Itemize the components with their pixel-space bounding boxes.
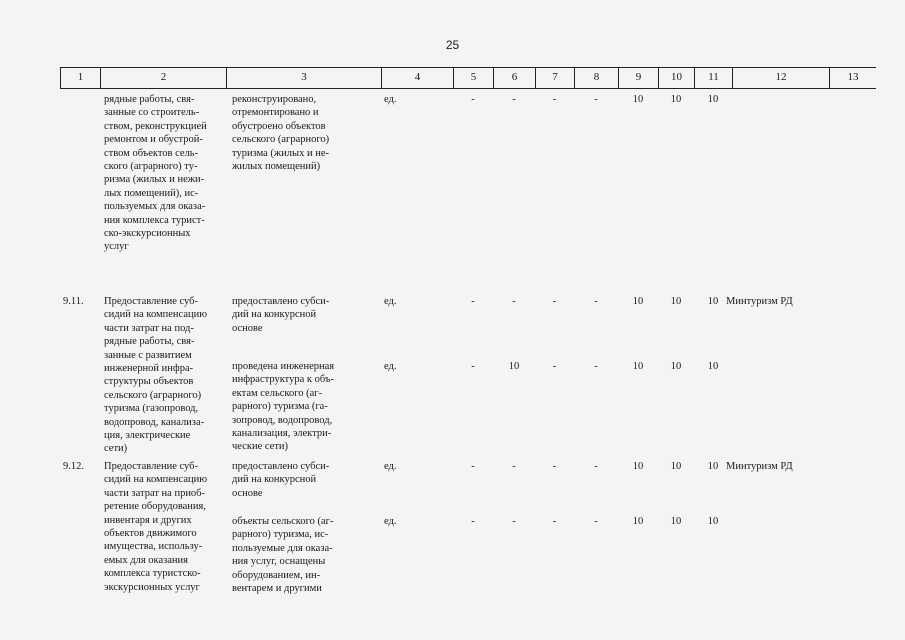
header-col-6: 6 (493, 68, 535, 88)
indicator-value-col8: - (594, 94, 598, 105)
indicator-value-col7: - (552, 296, 557, 307)
indicator-value-col10: 10 (670, 94, 682, 105)
header-col-3: 3 (226, 68, 381, 88)
responsible-agency: Минтуризм РД (726, 296, 793, 307)
indicator-text: предоставлено субси- дий на конкурсной основе (232, 461, 330, 499)
indicator-value-col8: - (594, 296, 598, 307)
indicator-value-col8: - (594, 361, 598, 372)
indicator-value-col9: 10 (632, 361, 644, 372)
indicator-value-col10: 10 (670, 361, 682, 372)
indicator-unit: ед. (384, 516, 397, 527)
indicator-value-col9: 10 (632, 516, 644, 527)
indicator-unit: ед. (384, 361, 397, 372)
measure-description: Предоставление суб- сидий на компенсацию части затрат на под- рядные работы, свя- занные с развитием инженерной инфра- структуры объектов сельского (аграрного) туризма (газопровод, водопровод, канализа- ция, электрические сети) (104, 296, 208, 455)
indicator-text: объекты сельского (аг- рарного) туризма, ис- пользуемые для оказа- ния услуг, оснащены оборудованием, ин- вентарем и другими (232, 516, 334, 595)
indicator-value-col9: 10 (632, 296, 644, 307)
indicator-value-col10: 10 (670, 516, 682, 527)
measure-description: Предоставление суб- сидий на компенсацию части затрат на приоб- ретение оборудования, инвентаря и других объектов движимого имущества, использу- емых для оказания комплекса туристско- экскурсионных услуг (104, 461, 208, 593)
indicator-value-col6: - (512, 94, 516, 105)
indicator-value-col6: 10 (508, 361, 520, 372)
header-col-5: 5 (453, 68, 493, 88)
indicator-unit: ед. (384, 461, 397, 472)
indicator-value-col5: - (471, 94, 475, 105)
indicator-value-col5: - (471, 516, 475, 527)
indicator-value-col5: - (471, 361, 475, 372)
measure-description: рядные работы, свя- занные со строитель- ством, реконструкцией ремонтом и обустрой- ством объектов сель- ского (аграрного) ту- ризма (жилых и нежи- лых помещений), ис- пользуемых для оказа- ния комплекса турист- ско-экскурсионных услуг (104, 94, 207, 253)
header-col-8: 8 (574, 68, 618, 88)
indicator-value-col8: - (594, 516, 598, 527)
table-header (60, 67, 876, 89)
row-number: 9.12. (63, 461, 84, 472)
responsible-agency: Минтуризм РД (726, 461, 793, 472)
page-number: 25 (445, 38, 460, 52)
indicator-value-col8: - (594, 461, 598, 472)
indicator-value-col10: 10 (670, 461, 682, 472)
header-col-9: 9 (618, 68, 658, 88)
indicator-value-col5: - (471, 461, 475, 472)
indicator-value-col7: - (552, 94, 557, 105)
indicator-value-col11: 10 (707, 516, 719, 527)
header-col-2: 2 (100, 68, 226, 88)
indicator-text: проведена инженерная инфраструктура к объ- ектам сельского (аг- рарного) туризма (га- зопровод, водопровод, канализация, электри- ческие сети) (232, 361, 335, 453)
indicator-unit: ед. (384, 296, 397, 307)
indicator-text: реконструировано, отремонтировано и обустроено объектов сельского (аграрного) туризма (жилых и не- жилых помещений) (232, 94, 330, 173)
header-col-10: 10 (658, 68, 694, 88)
header-col-13: 13 (829, 68, 876, 88)
header-col-11: 11 (694, 68, 732, 88)
indicator-value-col11: 10 (707, 296, 719, 307)
indicator-value-col7: - (552, 461, 557, 472)
indicator-unit: ед. (384, 94, 397, 105)
indicator-value-col10: 10 (670, 296, 682, 307)
header-col-4: 4 (381, 68, 453, 88)
indicator-value-col11: 10 (707, 361, 719, 372)
indicator-value-col11: 10 (707, 94, 719, 105)
indicator-value-col11: 10 (707, 461, 719, 472)
indicator-value-col7: - (552, 516, 557, 527)
indicator-value-col9: 10 (632, 461, 644, 472)
row-number: 9.11. (63, 296, 84, 307)
indicator-value-col6: - (512, 296, 516, 307)
header-col-7: 7 (535, 68, 574, 88)
header-col-12: 12 (732, 68, 829, 88)
indicator-value-col7: - (552, 361, 557, 372)
indicator-value-col6: - (512, 516, 516, 527)
indicator-text: предоставлено субси- дий на конкурсной основе (232, 296, 330, 334)
header-col-1: 1 (60, 68, 100, 88)
indicator-value-col5: - (471, 296, 475, 307)
indicator-value-col9: 10 (632, 94, 644, 105)
indicator-value-col6: - (512, 461, 516, 472)
